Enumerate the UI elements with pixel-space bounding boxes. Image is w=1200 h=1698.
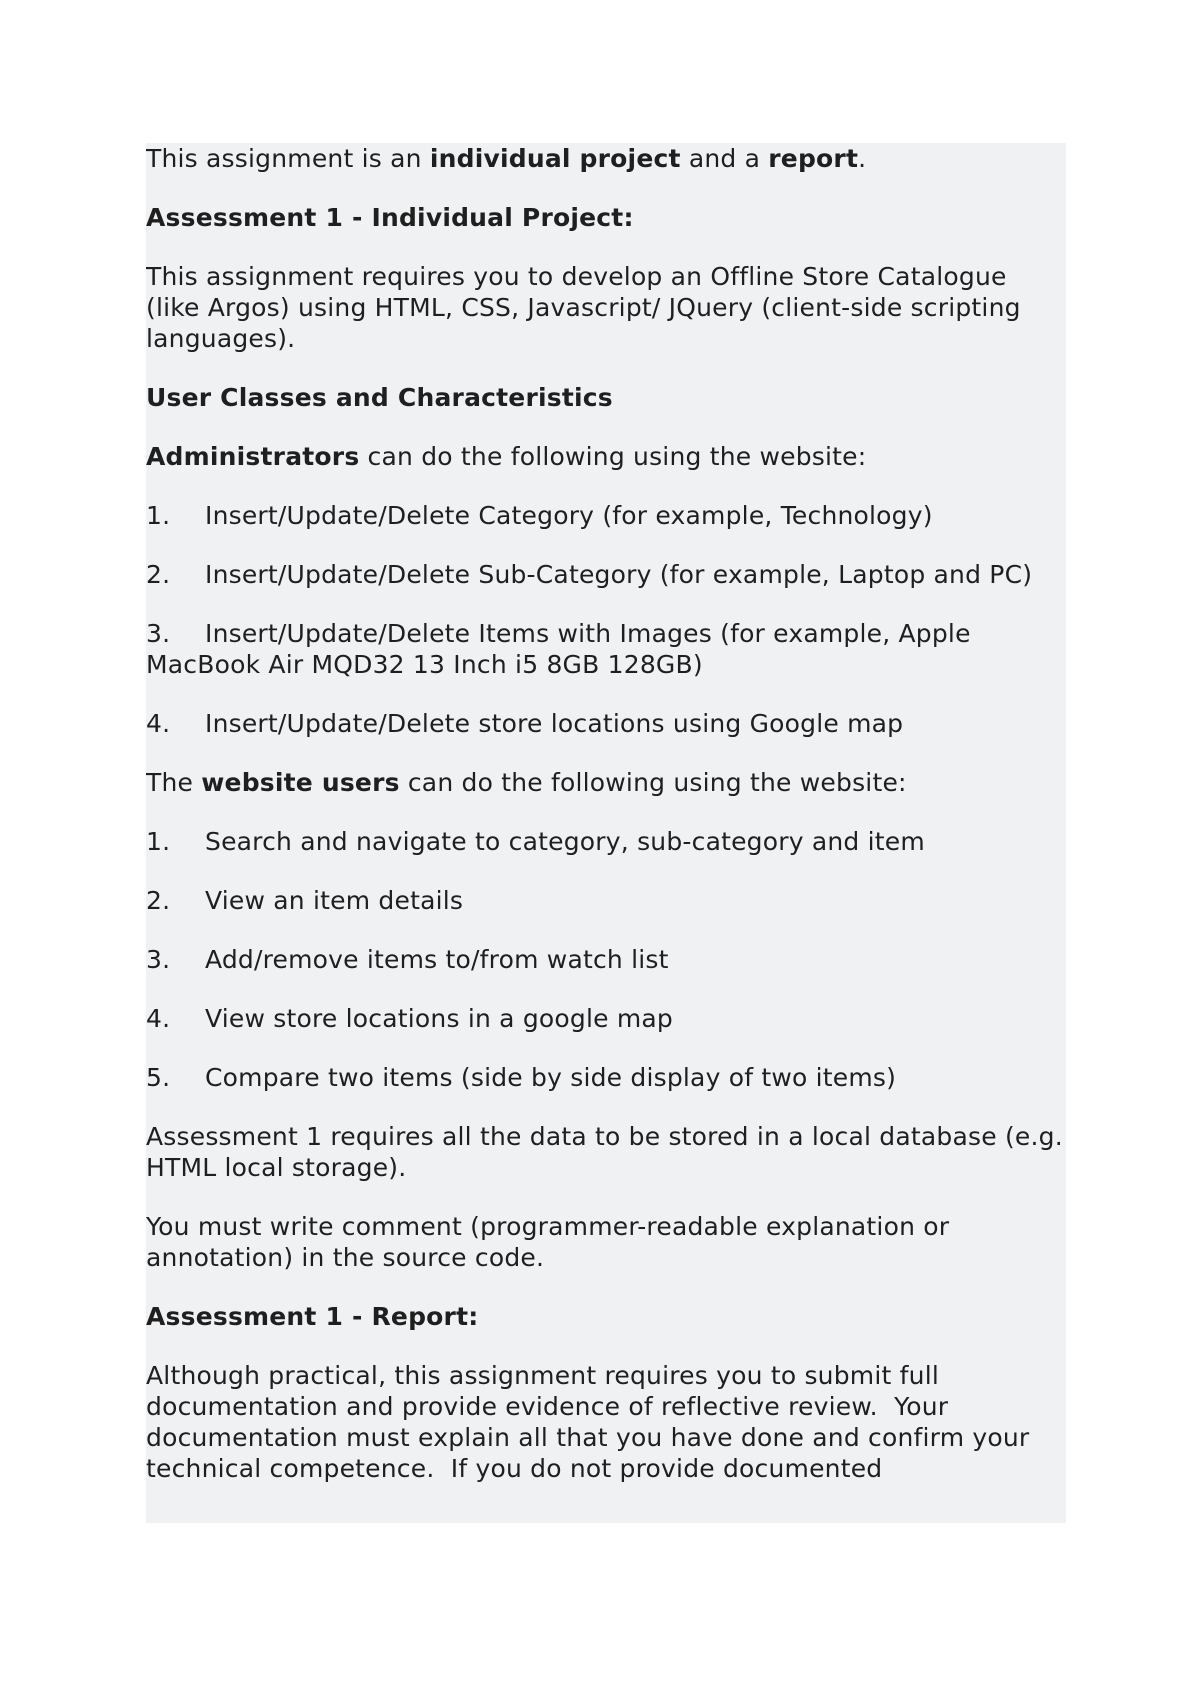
- user-list-item: [146, 1003, 1066, 1034]
- admin-list-item: [146, 559, 1066, 590]
- list-text: Add/remove items to/from watch list: [205, 945, 669, 974]
- list-text: View an item details: [205, 886, 464, 915]
- document-body: [146, 143, 1066, 1523]
- list-number: 4.: [146, 709, 171, 738]
- admins-rest: can do the following using the website:: [359, 442, 867, 471]
- list-text: Insert/Update/Delete Sub-Category (for example, Laptop and PC): [205, 560, 1033, 589]
- list-text: Search and navigate to category, sub-category and item: [205, 827, 925, 856]
- list-text: Compare two items (side by side display of two items): [205, 1063, 897, 1092]
- list-number: 2.: [146, 886, 171, 915]
- list-text: Insert/Update/Delete store locations using Google map: [205, 709, 904, 738]
- list-number: 2.: [146, 560, 171, 589]
- admin-list-item: [146, 708, 1066, 739]
- heading-project-text: Assessment 1 - Individual Project:: [146, 203, 634, 232]
- admins-bold: Administrators: [146, 442, 360, 471]
- users-bold: website users: [201, 768, 400, 797]
- intro-bold-report: report: [768, 144, 859, 173]
- admin-list-item: [146, 500, 1066, 531]
- heading-report: [146, 1301, 1066, 1332]
- intro-text-3: .: [858, 144, 867, 173]
- heading-user-classes: [146, 382, 1066, 413]
- list-text: Insert/Update/Delete Category (for example, Technology): [205, 501, 933, 530]
- users-pre: The: [146, 768, 202, 797]
- project-description: This assignment requires you to develop an Offline Store Catalogue (like Argos) using HTML, CSS, Javascript/ JQuery (client-side scripting languages).: [146, 262, 1021, 353]
- list-number: 1.: [146, 501, 171, 530]
- user-list-item: [146, 1062, 1066, 1093]
- storage-note: Assessment 1 requires all the data to be stored in a local database (e.g. HTML local storage).: [146, 1122, 1063, 1182]
- list-number: 3.: [146, 619, 171, 648]
- list-number: 3.: [146, 945, 171, 974]
- user-list-item: [146, 944, 1066, 975]
- list-text: Insert/Update/Delete Items with Images (for example, Apple MacBook Air MQD32 13 Inch i5 8GB 128GB): [146, 619, 971, 679]
- list-number: 5.: [146, 1063, 171, 1092]
- intro-bold-project: individual project: [429, 144, 681, 173]
- heading-report-text: Assessment 1 - Report:: [146, 1302, 479, 1331]
- list-text: View store locations in a google map: [205, 1004, 673, 1033]
- users-intro: [146, 767, 1066, 798]
- report-text: Although practical, this assignment requires you to submit full documentation and provide evidence of reflective review. Your documentation must explain all that you have done and confirm your technical competence. If you do not provide documented: [146, 1361, 1038, 1483]
- user-list-item: [146, 885, 1066, 916]
- intro-paragraph: [146, 143, 1066, 174]
- list-number: 1.: [146, 827, 171, 856]
- admin-list-item: [146, 618, 1066, 680]
- heading-project: [146, 202, 1066, 233]
- admins-intro: [146, 441, 1066, 472]
- heading-user-classes-text: User Classes and Characteristics: [146, 383, 613, 412]
- intro-text-2: and a: [680, 144, 769, 173]
- list-number: 4.: [146, 1004, 171, 1033]
- intro-text-1: This assignment is an: [146, 144, 430, 173]
- user-list-item: [146, 826, 1066, 857]
- users-rest: can do the following using the website:: [399, 768, 907, 797]
- comment-note: You must write comment (programmer-readable explanation or annotation) in the source code.: [146, 1212, 950, 1272]
